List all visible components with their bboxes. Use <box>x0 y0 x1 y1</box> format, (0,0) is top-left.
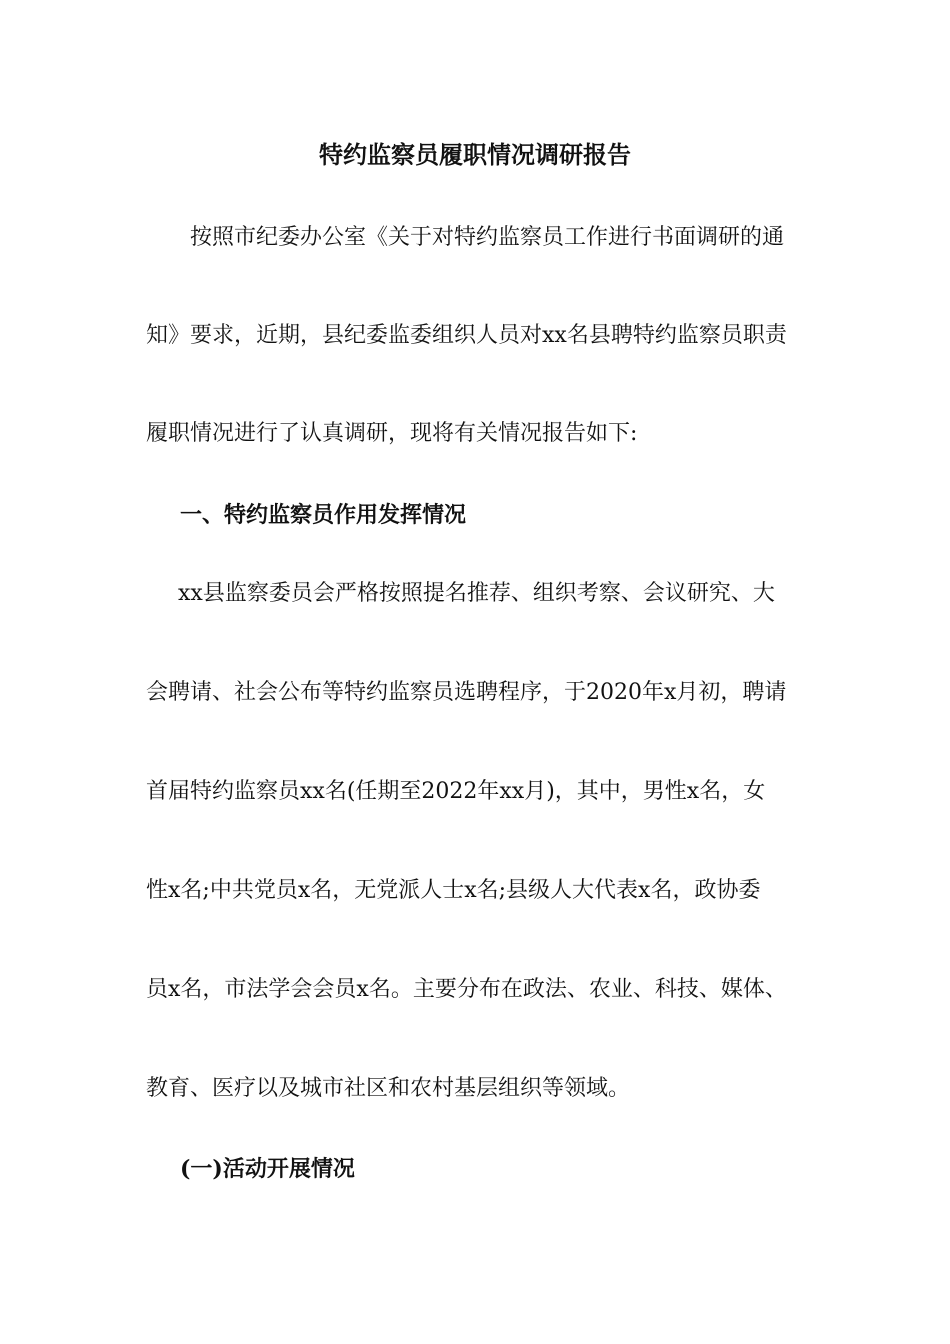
section-heading: 一、特约监察员作用发挥情况 <box>180 502 467 528</box>
paragraph-line: 知》要求，近期，县纪委监委组织人员对xx名县聘特约监察员职责 <box>146 323 787 348</box>
paragraph-line: 履职情况进行了认真调研，现将有关情况报告如下: <box>146 421 638 446</box>
paragraph-line: 会聘请、社会公布等特约监察员选聘程序，于2020年x月初，聘请 <box>146 680 787 705</box>
paragraph-line: 性x名;中共党员x名，无党派人士x名;县级人大代表x名，政协委 <box>146 878 761 903</box>
paragraph-line: 教育、医疗以及城市社区和农村基层组织等领域。 <box>146 1076 631 1101</box>
subsection-heading: (一)活动开展情况 <box>180 1156 355 1182</box>
paragraph-line: 按照市纪委办公室《关于对特约监察员工作进行书面调研的通 <box>190 225 785 250</box>
paragraph-line: 员x名，市法学会会员x名。主要分布在政法、农业、科技、媒体、 <box>146 977 787 1002</box>
document-title: 特约监察员履职情况调研报告 <box>319 140 631 169</box>
paragraph-line: xx县监察委员会严格按照提名推荐、组织考察、会议研究、大 <box>178 581 775 606</box>
paragraph-line: 首届特约监察员xx名(任期至2022年xx月)，其中，男性x名，女 <box>146 779 766 804</box>
